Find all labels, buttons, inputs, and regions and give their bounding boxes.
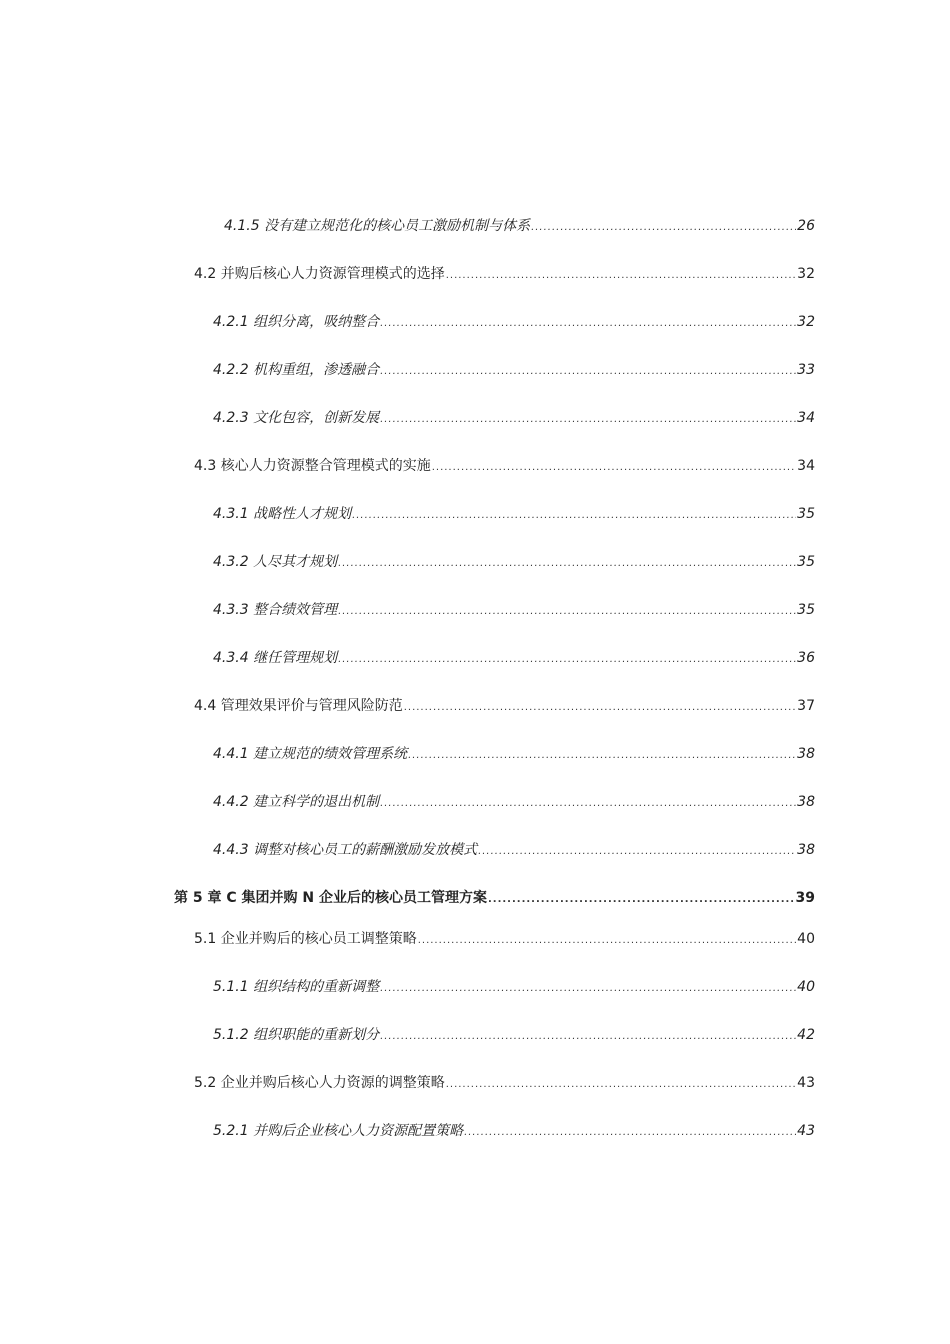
toc-entry-page: 26 <box>797 218 815 234</box>
toc-leader-dots <box>488 890 795 910</box>
toc-entry-4-4-2[interactable] <box>213 792 815 814</box>
toc-leader-dots <box>404 698 796 718</box>
toc-entry-title: 4.4 管理效果评价与管理风险防范 <box>194 698 403 714</box>
toc-entry-page: 40 <box>797 979 815 995</box>
toc-entry-title: 5.1.1 组织结构的重新调整 <box>213 979 380 995</box>
toc-leader-dots <box>380 314 796 334</box>
toc-entry-4-3[interactable] <box>194 456 815 478</box>
toc-leader-dots <box>380 979 796 999</box>
toc-entry-title: 4.3.2 人尽其才规划 <box>213 554 338 570</box>
toc-leader-dots <box>380 1027 796 1047</box>
toc-leader-dots <box>464 1123 796 1143</box>
toc-entry-4-3-4[interactable] <box>213 648 815 670</box>
toc-leader-dots <box>408 746 796 766</box>
toc-entry-title: 5.1.2 组织职能的重新划分 <box>213 1027 380 1043</box>
toc-entry-4-2-3[interactable] <box>213 408 815 430</box>
toc-entry-title: 4.4.3 调整对核心员工的薪酬激励发放模式 <box>213 842 478 858</box>
toc-entry-4-3-2[interactable] <box>213 552 815 574</box>
toc-entry-page: 43 <box>797 1075 815 1091</box>
toc-entry-title: 4.2 并购后核心人力资源管理模式的选择 <box>194 266 445 282</box>
toc-entry-title: 4.3 核心人力资源整合管理模式的实施 <box>194 458 431 474</box>
toc-entry-title: 5.2 企业并购后核心人力资源的调整策略 <box>194 1075 445 1091</box>
toc-entry-4-2[interactable] <box>194 264 815 286</box>
toc-leader-dots <box>432 458 796 478</box>
toc-entry-chapter-5[interactable] <box>174 888 815 910</box>
toc-entry-4-2-2[interactable] <box>213 360 815 382</box>
toc-leader-dots <box>380 794 796 814</box>
toc-entry-5-2[interactable] <box>194 1073 815 1095</box>
toc-entry-5-1-2[interactable] <box>213 1025 815 1047</box>
toc-entry-page: 33 <box>797 362 815 378</box>
toc-entry-title: 4.1.5 没有建立规范化的核心员工激励机制与体系 <box>224 218 531 234</box>
toc-entry-page: 36 <box>797 650 815 666</box>
toc-entry-4-4[interactable] <box>194 696 815 718</box>
toc-entry-title: 5.1 企业并购后的核心员工调整策略 <box>194 931 417 947</box>
toc-entry-title: 5.2.1 并购后企业核心人力资源配置策略 <box>213 1123 464 1139</box>
toc-entry-page: 38 <box>797 842 815 858</box>
toc-entry-page: 35 <box>797 602 815 618</box>
toc-entry-title: 第 5 章 C 集团并购 N 企业后的核心员工管理方案 <box>174 890 487 906</box>
toc-entry-4-3-3[interactable] <box>213 600 815 622</box>
toc-entry-page: 38 <box>797 746 815 762</box>
toc-entry-5-1[interactable] <box>194 929 815 951</box>
toc-entry-4-4-1[interactable] <box>213 744 815 766</box>
toc-entry-5-2-1[interactable] <box>213 1121 815 1143</box>
toc-entry-page: 32 <box>797 314 815 330</box>
toc-leader-dots <box>338 602 796 622</box>
toc-entry-5-1-1[interactable] <box>213 977 815 999</box>
toc-entry-title: 4.3.1 战略性人才规划 <box>213 506 352 522</box>
toc-entry-title: 4.3.4 继任管理规划 <box>213 650 338 666</box>
toc-leader-dots <box>418 931 796 951</box>
toc-leader-dots <box>531 218 796 238</box>
toc-entry-page: 38 <box>797 794 815 810</box>
toc-leader-dots <box>446 266 796 286</box>
toc-entry-title: 4.2.1 组织分离，吸纳整合 <box>213 314 380 330</box>
toc-entry-4-1-5[interactable] <box>224 216 815 238</box>
toc-leader-dots <box>338 650 796 670</box>
toc-entry-title: 4.4.2 建立科学的退出机制 <box>213 794 380 810</box>
toc-entry-page: 35 <box>797 506 815 522</box>
toc-entry-page: 43 <box>797 1123 815 1139</box>
toc-leader-dots <box>380 362 796 382</box>
toc-entry-page: 42 <box>797 1027 815 1043</box>
toc-leader-dots <box>380 410 796 430</box>
toc-entry-4-3-1[interactable] <box>213 504 815 526</box>
toc-entry-4-2-1[interactable] <box>213 312 815 334</box>
toc-entry-page: 39 <box>795 890 815 906</box>
toc-leader-dots <box>352 506 796 526</box>
toc-entry-page: 35 <box>797 554 815 570</box>
toc-entry-title: 4.4.1 建立规范的绩效管理系统 <box>213 746 408 762</box>
toc-entry-page: 32 <box>797 266 815 282</box>
toc-entry-title: 4.2.3 文化包容，创新发展 <box>213 410 380 426</box>
toc-entry-page: 37 <box>797 698 815 714</box>
toc-entry-title: 4.3.3 整合绩效管理 <box>213 602 338 618</box>
toc-entry-page: 34 <box>797 458 815 474</box>
toc-entry-page: 34 <box>797 410 815 426</box>
toc-entry-title: 4.2.2 机构重组，渗透融合 <box>213 362 380 378</box>
toc-leader-dots <box>338 554 796 574</box>
toc-entry-4-4-3[interactable] <box>213 840 815 862</box>
toc-entry-page: 40 <box>797 931 815 947</box>
toc-leader-dots <box>478 842 796 862</box>
toc-leader-dots <box>446 1075 796 1095</box>
